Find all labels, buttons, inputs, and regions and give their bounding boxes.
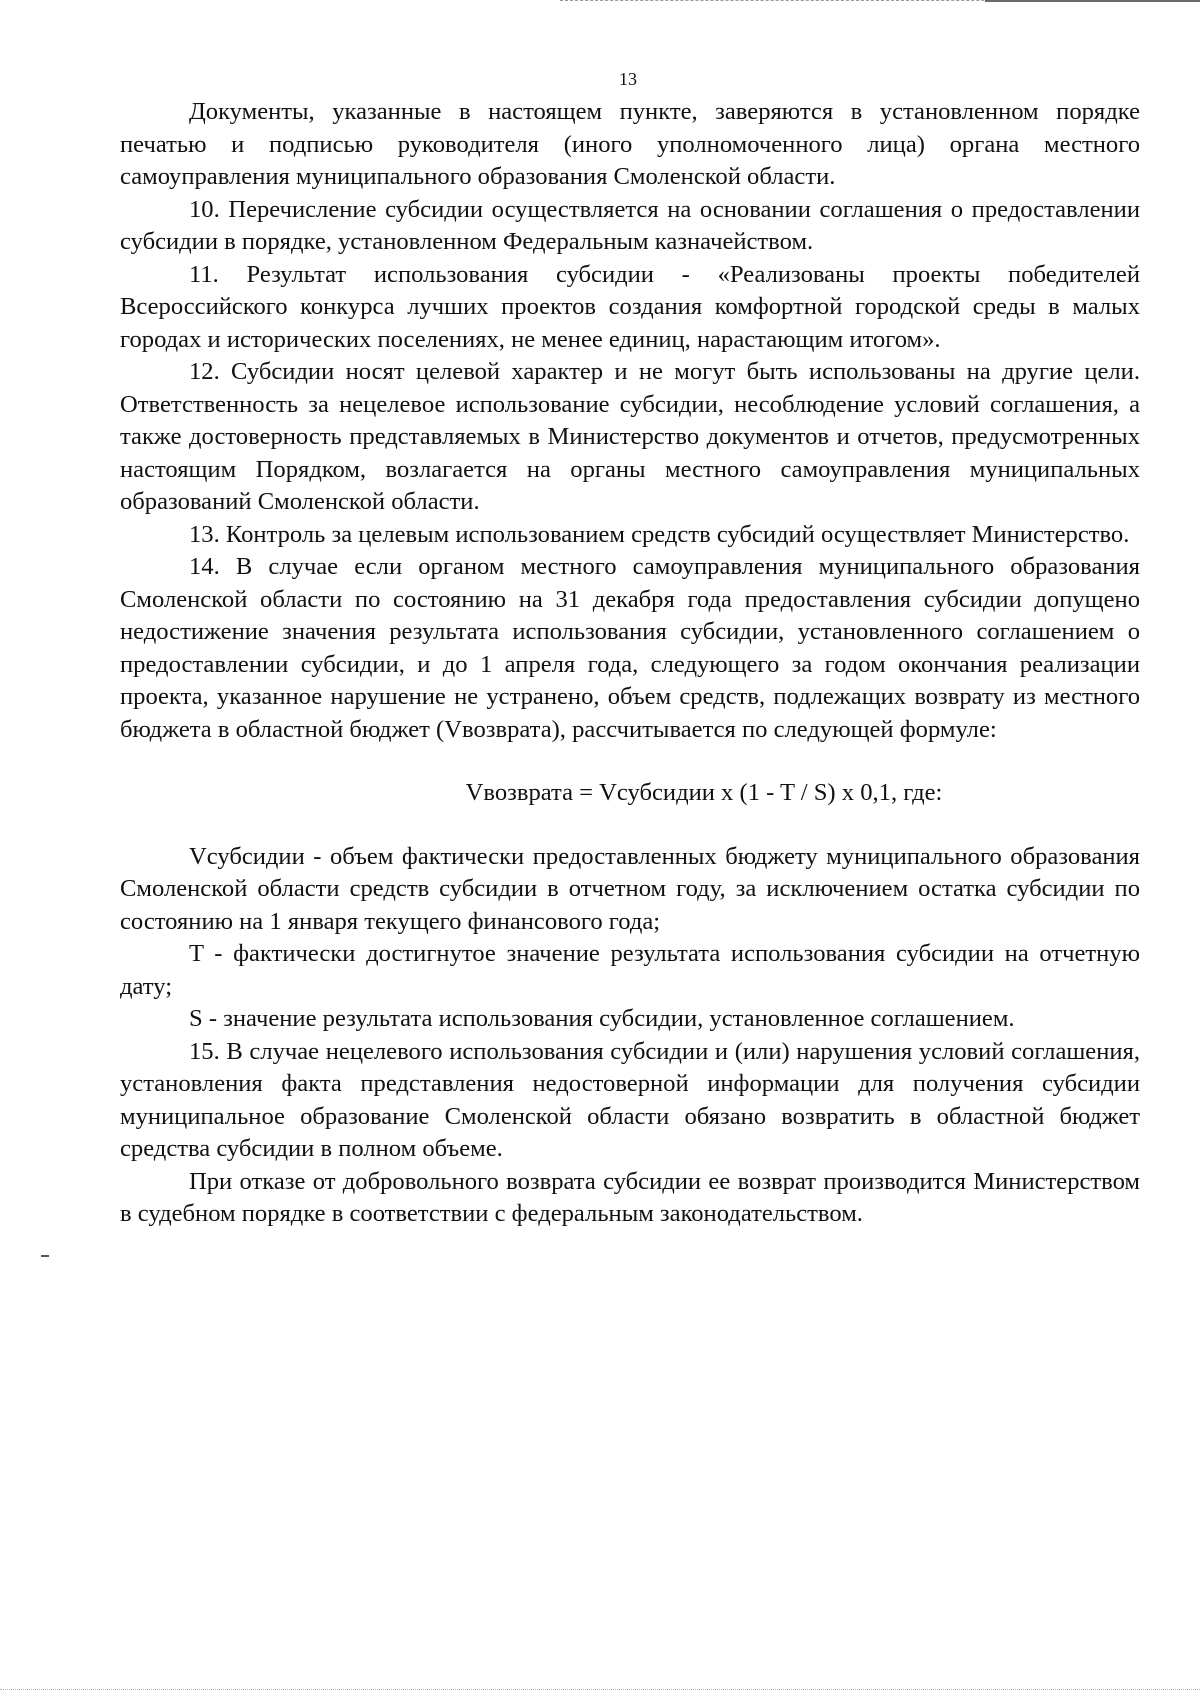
scan-artifact-bottom: [0, 1689, 1200, 1694]
paragraph-13: 13. Контроль за целевым использованием средств субсидий осуществляет Министерство.: [189, 520, 1130, 548]
paragraph-15: 15. В случае нецелевого использования субсидии и (или) нарушения условий соглашения, установления факта представления недостоверной информации для получения субсидии муниципальное образование Смоленской области обязано возвратить в областной бюджет средства субсидии в полном объеме.: [120, 1037, 1140, 1162]
definition-s: S - значение результата использования субсидии, установленное соглашением.: [189, 1005, 1015, 1032]
document-body: [120, 96, 1140, 1231]
definition-t: T - фактически достигнутое значение результата использования субсидии на отчетную дату;: [120, 940, 1140, 1000]
paragraph-documents-certification: Документы, указанные в настоящем пункте, заверяются в установленном порядке печатью и подписью руководителя (иного уполномоченного лица) органа местного самоуправления муниципального образования Смоленской области.: [120, 98, 1140, 190]
margin-mark: [41, 1255, 49, 1257]
definition-v-subsidy: Vсубсидии - объем фактически предоставленных бюджету муниципального образования Смоленской области средств субсидии в отчетном году, за исключением остатка субсидии по состоянию на 1 января текущего финансового года;: [120, 842, 1140, 935]
page-number: 13: [619, 69, 637, 89]
paragraph-refusal: При отказе от добровольного возврата субсидии ее возврат производится Министерством в судебном порядке в соответствии с федеральным законодательством.: [120, 1167, 1140, 1227]
paragraph-12: 12. Субсидии носят целевой характер и не могут быть использованы на другие цели. Ответственность за нецелевое использование субсидии, несоблюдение условий соглашения, а также достоверность представляемых в Министерство документов и отчетов, предусмотренных настоящим Порядком, возлагается на органы местного самоуправления муниципальных образований Смоленской области.: [120, 358, 1140, 515]
paragraph-14: 14. В случае если органом местного самоуправления муниципального образования Смоленской области по состоянию на 31 декабря года предоставления субсидии допущено недостижение значения результата использования субсидии, установленного соглашением о предоставлении субсидии, и до 1 апреля года, следующего за годом окончания реализации проекта, указанное нарушение не устранено, объем средств, подлежащих возврату из местного бюджета в областной бюджет (Vвозврата), рассчитывается по следующей формуле:: [120, 553, 1140, 743]
paragraph-11: 11. Результат использования субсидии - «Реализованы проекты победителей Всероссийского конкурса лучших проектов создания комфортной городской среды в малых городах и исторических поселениях, не менее единиц, нарастающим итогом».: [120, 260, 1140, 353]
paragraph-10: 10. Перечисление субсидии осуществляется на основании соглашения о предоставлении субсидии в порядке, установленном Федеральным казначейством.: [120, 195, 1140, 255]
scan-artifact-top-line: [985, 0, 1200, 5]
formula: Vвозврата = Vсубсидии x (1 - T / S) x 0,1, где:: [465, 779, 943, 806]
